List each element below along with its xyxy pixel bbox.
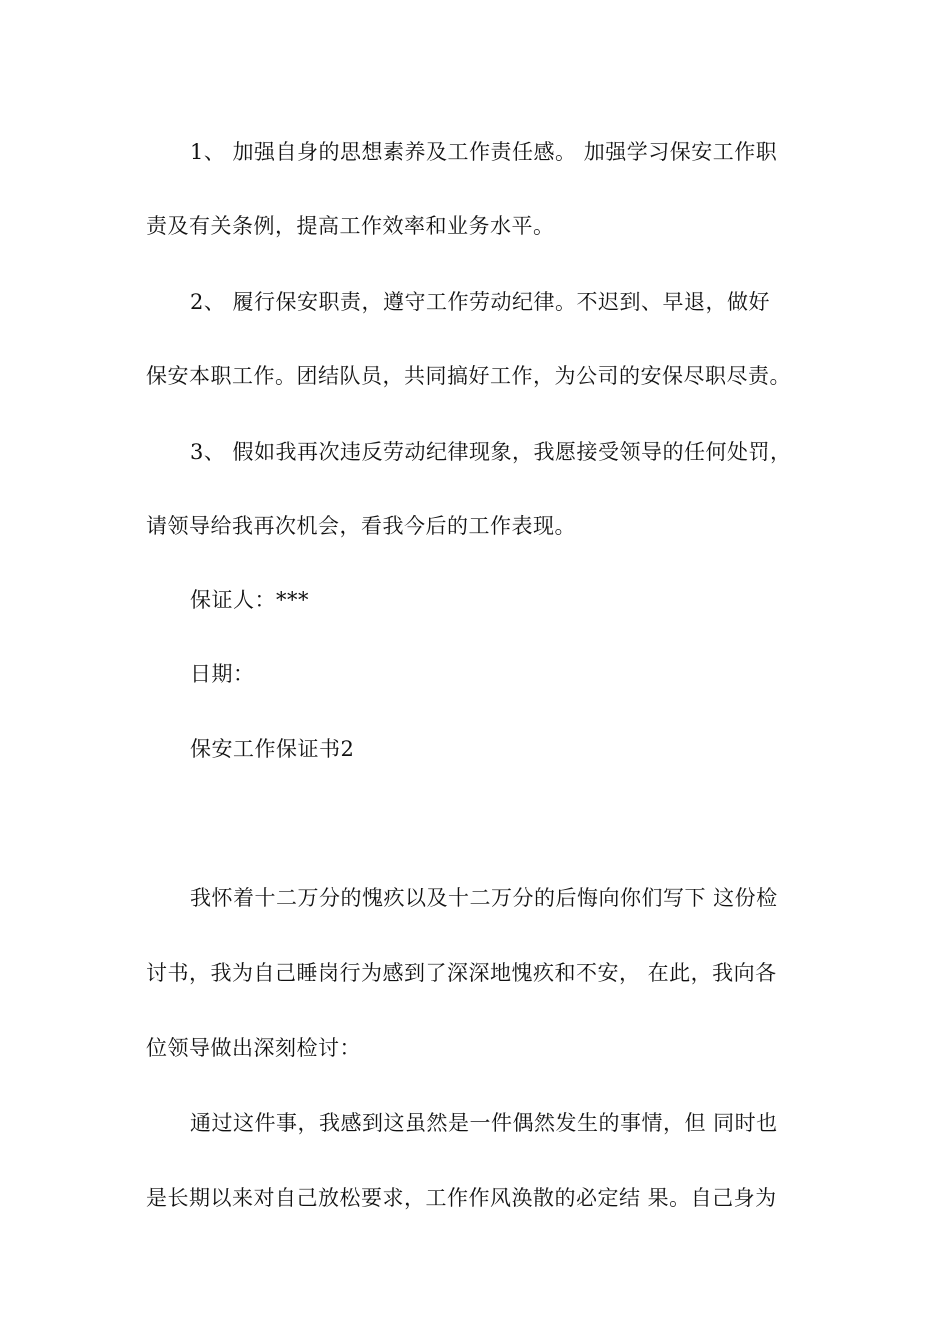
item-2-line-1: 2、 履行保安职责，遵守工作劳动纪律。不迟到、早退，做好 bbox=[190, 290, 771, 314]
item-3-line-2: 请领导给我再次机会，看我今后的工作表现。 bbox=[146, 514, 576, 538]
item-3-line-1: 3、 假如我再次违反劳动纪律现象，我愿接受领导的任何处罚， bbox=[190, 440, 792, 464]
paragraph-1-line-3: 位领导做出深刻检讨： bbox=[146, 1036, 361, 1060]
paragraph-2-line-1: 通过这件事，我感到这虽然是一件偶然发生的事情，但 同时也 bbox=[190, 1111, 778, 1135]
paragraph-2-line-2: 是长期以来对自己放松要求，工作作风涣散的必定结 果。自己身为 bbox=[146, 1186, 777, 1210]
paragraph-1-line-2: 讨书，我为自己睡岗行为感到了深深地愧疚和不安， 在此，我向各 bbox=[146, 961, 777, 985]
item-1-line-2: 责及有关条例，提高工作效率和业务水平。 bbox=[146, 214, 555, 238]
paragraph-1-line-1: 我怀着十二万分的愧疚以及十二万分的后悔向你们写下 这份检 bbox=[190, 886, 778, 910]
item-2-line-2: 保安本职工作。团结队员，共同搞好工作，为公司的安保尽职尽责。 bbox=[146, 364, 791, 388]
section-title: 保安工作保证书2 bbox=[190, 737, 355, 761]
item-1-line-1: 1、 加强自身的思想素养及工作责任感。 加强学习保安工作职 bbox=[190, 140, 778, 164]
date-line: 日期： bbox=[190, 662, 255, 686]
guarantor-line: 保证人：*** bbox=[190, 588, 309, 612]
